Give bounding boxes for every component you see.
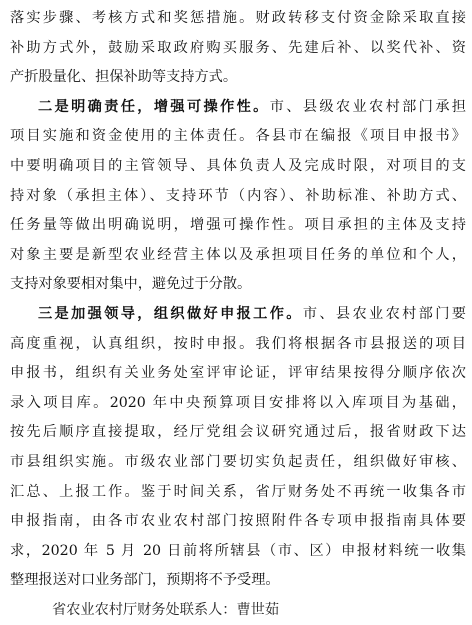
- paragraph-lead-text: 市、县级农业农村部门承担: [269, 98, 466, 115]
- text-line: 汇总、上报工作。鉴于时间关系，省厅财务处不再统一收集各市: [10, 483, 466, 500]
- text-line: 高度重视，认真组织，按时申报。我们将根据各市县报送的项目: [10, 335, 466, 352]
- text-line: 补助方式外，鼓励采取政府购买服务、先建后补、以奖代补、资: [10, 39, 466, 56]
- paragraph-heading: 二是明确责任，增强可操作性。: [38, 98, 270, 115]
- paragraph-3: [10, 300, 466, 596]
- text-line: 项目实施和资金使用的主体责任。各县市在编报《项目申报书》: [10, 128, 466, 145]
- text-line: [10, 93, 466, 123]
- text-line: 中要明确项目的主管领导、具体负责人及完成时限，对项目的支: [10, 157, 466, 174]
- text-line: 市县组织实施。市级农业部门要切实负起责任，组织做好审核、: [10, 453, 466, 470]
- text-line: 任务量等做出明确说明，增强可操作性。项目承担的主体及支持: [10, 217, 466, 234]
- text-line: 落实步骤、考核方式和奖惩措施。财政转移支付资金除采取直接: [10, 10, 466, 26]
- text-line: 按先后顺序直接提取，经厅党组会议研究通过后，报省财政下达: [10, 424, 466, 441]
- text-line: 申报书，组织有关业务处室评审论证，评审结果按得分顺序依次: [10, 365, 466, 382]
- text-line: 产折股量化、担保补助等支持方式。: [10, 69, 238, 86]
- text-line: 申报指南，由各市农业农村部门按照附件各专项申报指南具体要: [10, 513, 466, 530]
- paragraph-1: [10, 4, 466, 93]
- text-line: 求，2020 年 5 月 20 日前将所辖县（市、区）申报材料统一收集: [10, 542, 466, 559]
- paragraph-lead-text: 市、县农业农村部门要: [302, 305, 466, 322]
- text-line: 对象主要是新型农业经营主体以及承担项目任务的单位和个人，: [10, 246, 466, 263]
- text-line: [10, 300, 466, 330]
- text-line: 录入项目库。2020 年中央预算项目安排将以入库项目为基础，: [10, 394, 466, 411]
- contact-line: 省农业农村厅财务处联系人：曹世茹: [52, 601, 280, 618]
- paragraph-2: [10, 93, 466, 300]
- text-line: 支持对象要相对集中，避免过于分散。: [10, 276, 252, 293]
- text-line: 持对象（承担主体）、支持环节（内容）、补助标准、补助方式、: [10, 187, 466, 204]
- paragraph-heading: 三是加强领导，组织做好申报工作。: [38, 305, 303, 322]
- text-line: 整理报送对口业务部门，预期将不予受理。: [10, 572, 280, 589]
